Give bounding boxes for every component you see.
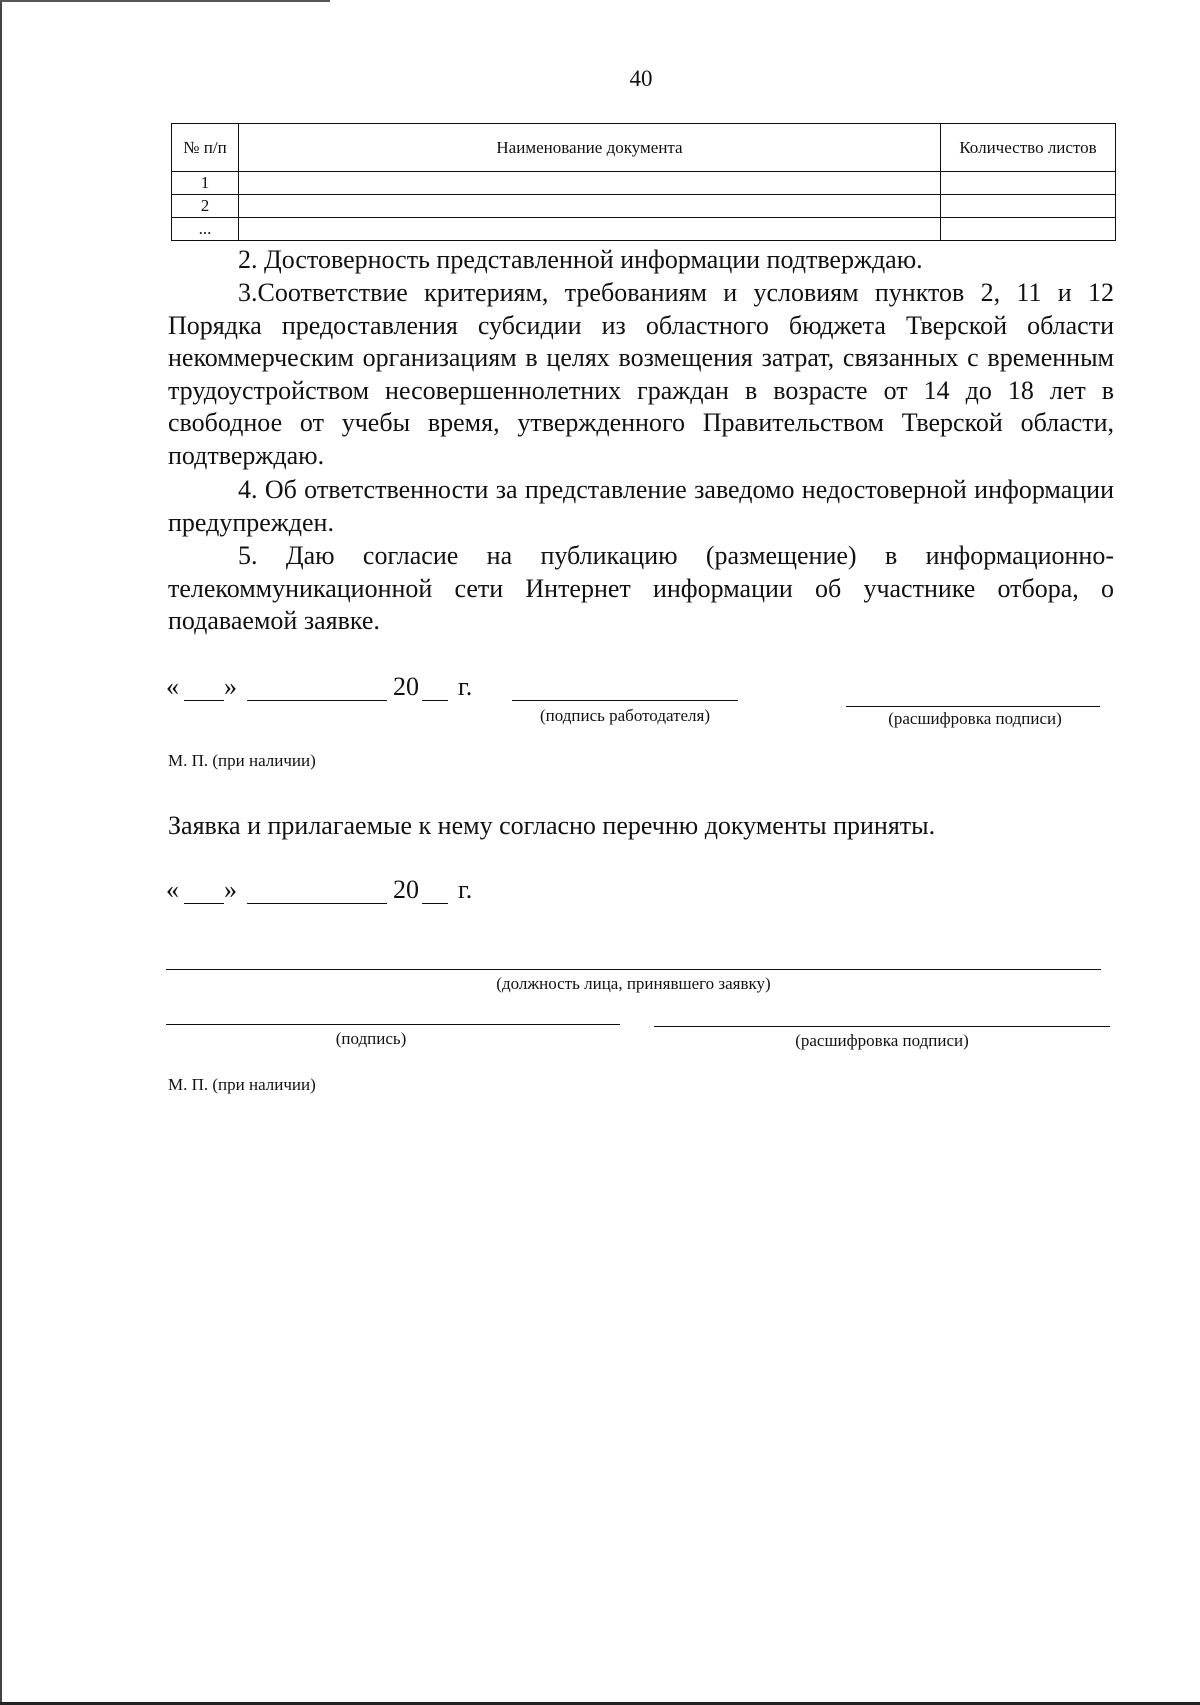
page-number: 40	[629, 66, 653, 91]
date-quote-close: »	[224, 672, 237, 701]
receiver-position-line	[166, 969, 1101, 970]
date-quote-close: »	[224, 875, 237, 904]
table-cell	[941, 195, 1116, 218]
table-cell: ...	[172, 218, 239, 241]
paragraph-3: 3.Соответствие критериям, требованиям и условиям пунктов 2, 11 и 12 Порядка предоставления субсидии из областного бюджета Тверской области некоммерческим организациям в целях возмещения затрат, связанных с временным трудоустройством несовершеннолетних граждан в возрасте от 14 до 18 лет в свободное от учебы время, утвержденного Правительством Тверской области, подтверждаю.	[168, 278, 1114, 470]
receiver-signature-label: (подпись)	[335, 1029, 407, 1048]
col-header-sheets: Количество листов	[941, 124, 1116, 172]
documents-table	[171, 123, 1116, 241]
employer-decode-line	[846, 706, 1100, 707]
year-suffix: г.	[458, 672, 473, 701]
paragraph-2: 2. Достоверность представленной информации подтверждаю.	[238, 245, 923, 274]
receiver-decode-line	[654, 1026, 1110, 1027]
table-cell	[239, 195, 941, 218]
date-quote-open: «	[166, 672, 179, 701]
table-row	[172, 218, 1116, 241]
receiver-position-label: (должность лица, принявшего заявку)	[496, 974, 771, 993]
year-blank	[422, 903, 448, 904]
month-blank	[247, 700, 387, 701]
table-row	[172, 172, 1116, 195]
table-cell	[941, 218, 1116, 241]
scan-edge-top	[0, 0, 330, 2]
year-blank	[422, 700, 448, 701]
col-header-number: № п/п	[172, 124, 239, 172]
seal-note-applicant: М. П. (при наличии)	[168, 751, 316, 770]
year-prefix: 20	[393, 875, 419, 904]
employer-decode-label: (расшифровка подписи)	[888, 709, 1062, 728]
scan-edge-left	[0, 0, 2, 1705]
table-cell: 1	[172, 172, 239, 195]
seal-note-receiver: М. П. (при наличии)	[168, 1075, 316, 1094]
year-prefix: 20	[393, 672, 419, 701]
date-quote-open: «	[166, 875, 179, 904]
day-blank	[184, 700, 224, 701]
receiver-signature-line	[166, 1024, 620, 1025]
paragraph-4: 4. Об ответственности за представление заведомо недостоверной информации предупрежден.	[168, 475, 1114, 537]
employer-signature-line	[512, 700, 738, 701]
col-header-name: Наименование документа	[239, 124, 941, 172]
month-blank	[247, 903, 387, 904]
receiver-decode-label: (расшифровка подписи)	[795, 1031, 969, 1050]
table-cell	[941, 172, 1116, 195]
paragraph-5: 5. Даю согласие на публикацию (размещение) в информационно-телекоммуникационной сети Интернет информации об участнике отбора, о подаваемой заявке.	[168, 541, 1114, 635]
table-cell: 2	[172, 195, 239, 218]
table-header-row	[172, 124, 1116, 172]
accepted-statement: Заявка и прилагаемые к нему согласно перечню документы приняты.	[168, 811, 936, 840]
table-cell	[239, 218, 941, 241]
employer-signature-label: (подпись работодателя)	[539, 706, 711, 725]
day-blank	[184, 903, 224, 904]
table-cell	[239, 172, 941, 195]
table-row	[172, 195, 1116, 218]
year-suffix: г.	[458, 875, 473, 904]
